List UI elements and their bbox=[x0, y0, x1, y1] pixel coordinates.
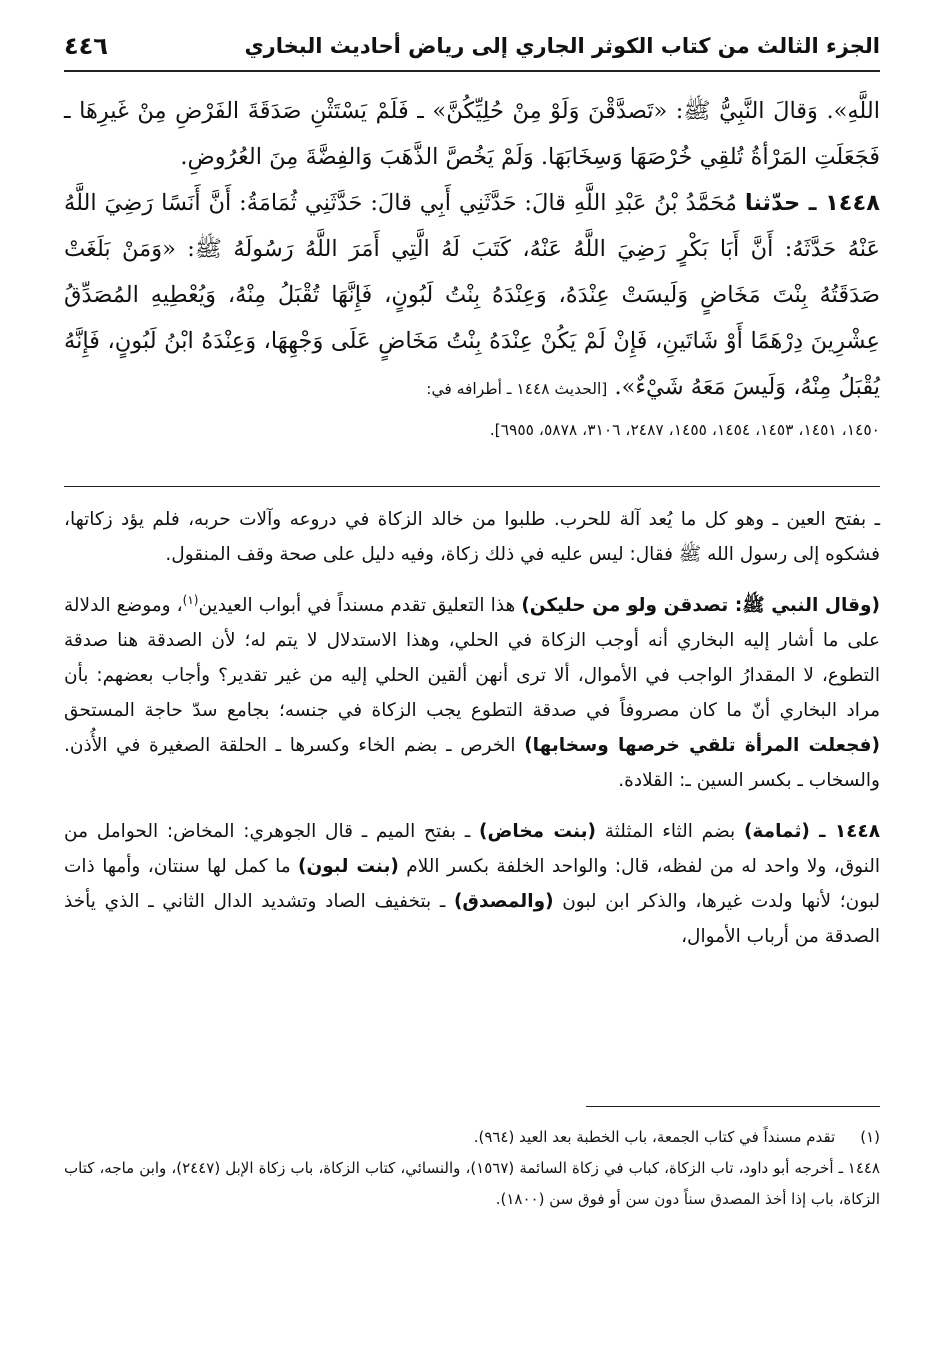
footnote-mark: ١٤٤٨ ـ bbox=[838, 1159, 880, 1177]
quoted-lemma: (والمصدق) bbox=[453, 891, 554, 912]
hadith-refs-intro: [الحديث ١٤٤٨ ـ أطرافه في: bbox=[426, 380, 608, 398]
footnote-divider bbox=[586, 1106, 880, 1107]
section-divider bbox=[64, 486, 880, 487]
running-title: الجزء الثالث من كتاب الكوثر الجاري إلى رياض أحاديث البخاري bbox=[244, 34, 880, 58]
commentary-text: ، وموضع الدلالة على ما أشار إليه البخاري أنه أوجب الزكاة في الحلي، وهذا الاستدلال لا يتم له؛ لأن الصدقة هنا صدقة التطوع، لا المقدارُ الواجب في الأموال، ألا ترى أنهن ألقين الحلي إليه من غير تقدير؟ وأجاب بعضهم: بأن مراد البخاري أنّ ما كان مصروفاً في صدقة التطوع يجب الزكاة في جنسه؛ بجامع سدّ حاجة المستحق bbox=[64, 595, 880, 721]
page-number: ٤٤٦ bbox=[64, 32, 108, 60]
quoted-lemma: (بنت لبون) bbox=[298, 856, 399, 877]
quoted-lemma: (فجعلت المرأة تلقي خرصها وسخابها) bbox=[524, 735, 880, 756]
commentary-paragraph-2 bbox=[64, 588, 880, 798]
footnote-mark: (١) bbox=[860, 1128, 880, 1146]
hadith-main bbox=[64, 180, 880, 412]
commentary-paragraph-1: ـ بفتح العين ـ وهو كل ما يُعد آلة للحرب. طلبوا من خالد الزكاة في دروعه وآلات حربه، فلم يؤد زكاتها، فشكوه إلى رسول الله ﷺ فقال: ليس عليه في ذلك زكاة، وفيه دليل على صحة وقف المنقول. bbox=[64, 509, 880, 565]
commentary-text: ـ بتخفيف الصاد وتشديد الدال الثاني ـ الذي يأخذ الصدقة من أرباب الأموال، bbox=[64, 891, 880, 947]
quoted-lemma: ١٤٤٨ ـ (ثمامة) bbox=[743, 821, 881, 842]
commentary-text: هذا التعليق تقدم مسنداً في أبواب العيدين bbox=[198, 595, 516, 616]
page-header bbox=[64, 22, 880, 72]
hadith-number-lead: ١٤٤٨ ـ حدّثنا bbox=[744, 190, 880, 216]
footnote-text: أخرجه أبو داود، تاب الزكاة، كباب في زكاة السائمة (١٥٦٧)، والنسائي، كتاب الزكاة، باب زكاة الإبل (٢٤٤٧)، وابن ماجه، كتاب الزكاة، باب إذا أخذ المصدق سناً دون سن أو فوق سن (١٨٠٠). bbox=[64, 1159, 880, 1208]
commentary-text: ـ بفتح الميم ـ قال الجوهري: المخاض: الحوامل من النوق، ولا واحد له من لفظه، قال: والواحد الخلفة بكسر اللام bbox=[64, 821, 880, 877]
footnotes-block bbox=[64, 1122, 880, 1215]
commentary-text: بضم الثاء المثلثة bbox=[604, 821, 736, 842]
hadith-body: مُحَمَّدُ بْنُ عَبْدِ اللَّهِ قالَ: حَدَّثَنِي أَبِي قالَ: حَدَّثَنِي ثُمَامَةُ: أَنَّ أَنَسًا رَضِيَ اللَّهُ عَنْهُ حَدَّثَهُ: أَنَّ أَبَا بَكْرٍ رَضِيَ اللَّهُ عَنْهُ، كَتَبَ لَهُ الَّتِي أَمَرَ اللَّهُ رَسُولَهُ ﷺ: «وَمَنْ بَلَغَتْ صَدَقَتُهُ بِنْتَ مَخَاضٍ وَلَيسَتْ عِنْدَهُ، وَعِنْدَهُ بِنْتُ لَبُونٍ، فَإِنَّهَا تُقْبَلُ مِنْهُ، وَيُعْطِيهِ المُصَدِّقُ عِشْرِينَ دِرْهَمًا أَوْ شَاتَينِ، فَإِنْ لَمْ يَكُنْ عِنْدَهُ بِنْتُ مَخَاضٍ عَلَى وَجْهِهَا، وَعِنْدَهُ ابْنُ لَبُونٍ، فَإِنَّهُ يُقْبَلُ مِنْهُ، وَلَيسَ مَعَهُ شَيْءٌ». bbox=[64, 190, 880, 400]
hadith-text-block bbox=[64, 88, 880, 448]
commentary-block bbox=[64, 502, 880, 954]
commentary-paragraph-3 bbox=[64, 814, 880, 954]
footnote-1 bbox=[64, 1122, 880, 1153]
footnote-reference: (١) bbox=[182, 592, 199, 607]
footnote-text: تقدم مسنداً في كتاب الجمعة، باب الخطبة بعد العيد (٩٦٤). bbox=[473, 1128, 836, 1146]
quoted-lemma: (وقال النبي ﷺ: تصدقن ولو من حليكن) bbox=[521, 595, 880, 616]
hadith-refs-list: ١٤٥٠، ١٤٥١، ١٤٥٣، ١٤٥٤، ١٤٥٥، ٢٤٨٧، ٣١٠٦، ٥٨٧٨، ٦٩٥٥]. bbox=[489, 421, 880, 439]
commentary-text: ما كمل لها سنتان، وأمها ذات لبون؛ لأنها ولدت غيرها، والذكر ابن لبون bbox=[64, 856, 880, 912]
commentary-text: الخرص ـ بضم الخاء وكسرها ـ الحلقة الصغيرة في الأُذن. والسخاب ـ بكسر السين ـ: القلادة. bbox=[64, 735, 880, 791]
footnote-2 bbox=[64, 1153, 880, 1215]
hadith-intro: اللَّهِ». وَقالَ النَّبِيُّ ﷺ: «تَصدَّقْنَ وَلَوْ مِنْ حُلِيِّكُنَّ» ـ فَلَمْ يَسْتَثْنِ صَدَقَةَ الفَرْضِ مِنْ غَيرِهَا ـ فَجَعَلَتِ المَرْأةُ تُلقِي خُرْصَهَا وَسِخَابَهَا. وَلَمْ يَخُصَّ الذَّهَبَ وَالفِضَّةَ مِنَ العُرُوضِ. bbox=[64, 98, 880, 170]
quoted-lemma: (بنت مخاض) bbox=[479, 821, 596, 842]
